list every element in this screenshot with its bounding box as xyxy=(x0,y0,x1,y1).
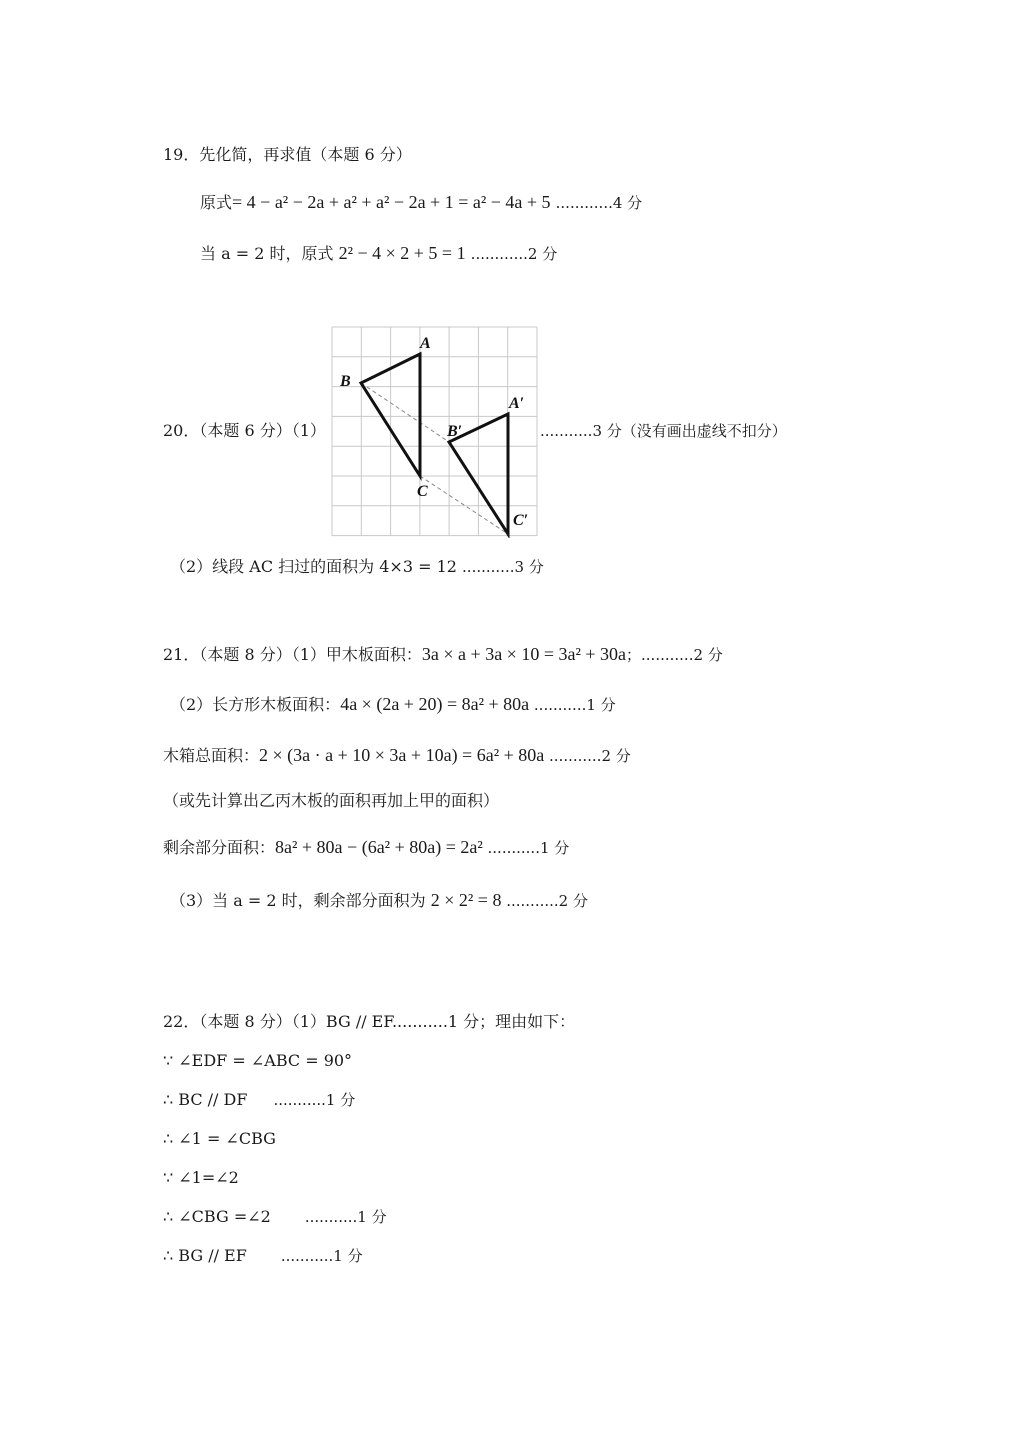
q19-line1 xyxy=(200,192,642,213)
q21-title: 21．（本题 8 分）（1）甲木板面积： xyxy=(163,645,422,664)
q22-line2-points: ...........1 分 xyxy=(273,1091,356,1109)
q21-part2-points: ...........1 分 xyxy=(529,696,616,714)
q21-expr2: 4a × (2a + 20) = 8a² + 80a xyxy=(340,694,530,714)
q22-line3: ∴ ∠1 = ∠CBG xyxy=(163,1129,276,1148)
vertex-label-b: B xyxy=(340,373,351,390)
q19-line2-label: 当 a = 2 时，原式 xyxy=(200,244,339,263)
q22-line2-text: ∴ BC // DF xyxy=(163,1090,248,1109)
vertex-label-b-prime: B′ xyxy=(447,423,463,440)
q20-part1-points: ...........3 分（没有画出虚线不扣分） xyxy=(540,422,787,440)
q22-line6-text: ∴ BG // EF xyxy=(163,1246,247,1265)
q20-part2-points: ...........3 分 xyxy=(462,558,544,576)
q20-part2-text: （2）线段 AC 扫过的面积为 4×3 = 12 xyxy=(170,557,463,576)
q19-line1-label: 原式 xyxy=(200,193,233,212)
q21-total xyxy=(163,745,631,766)
translation-grid-figure xyxy=(331,326,541,538)
q21-part3-points: ...........2 分 xyxy=(501,892,588,910)
q21-note: （或先计算出乙丙木板的面积再加上甲的面积） xyxy=(163,791,500,810)
q21-part1-points: ；...........2 分 xyxy=(626,646,723,664)
q21-expr1: 3a × a + 3a × 10 = 3a² + 30a xyxy=(421,644,627,664)
q19-line2-expr: 2² − 4 × 2 + 5 = 1 xyxy=(338,243,466,263)
q22-line6-points: ...........1 分 xyxy=(280,1247,363,1265)
vertex-label-c: C xyxy=(417,483,428,500)
q19-line1-points: ............4 分 xyxy=(555,194,643,212)
q19-line2 xyxy=(200,243,557,264)
q21-expr5: 2 × 2² = 8 xyxy=(430,890,502,910)
q22-line6 xyxy=(163,1246,363,1266)
q21-part1 xyxy=(163,644,723,665)
q19-title: 19．先化简，再求值（本题 6 分） xyxy=(163,145,412,164)
q21-total-points: ...........2 分 xyxy=(544,747,631,765)
vertex-label-c-prime: C′ xyxy=(513,512,529,529)
grid-lines xyxy=(332,327,537,536)
q21-part2-label: （2）长方形木板面积： xyxy=(170,695,341,714)
q21-rest xyxy=(163,837,569,858)
q21-total-label: 木箱总面积： xyxy=(163,746,260,765)
q20-title: 20．（本题 6 分）（1） xyxy=(163,421,326,440)
translation-dashed-lines xyxy=(361,383,508,534)
q21-rest-label: 剩余部分面积： xyxy=(163,838,276,857)
vertex-label-a-prime: A′ xyxy=(509,395,525,412)
q20-part2 xyxy=(170,557,544,577)
q19-line2-points: ............2 分 xyxy=(470,245,558,263)
q21-part3-label: （3）当 a = 2 时，剩余部分面积为 xyxy=(170,891,431,910)
q19-line1-expr: = 4 − a² − 2a + a² + a² − 2a + 1 = a² − 4a + 5 xyxy=(232,192,551,212)
q22-line2 xyxy=(163,1090,355,1110)
vertex-label-a: A xyxy=(420,335,431,352)
q21-part3 xyxy=(170,890,588,911)
q21-expr3: 2 × (3a · a + 10 × 3a + 10a) = 6a² + 80a xyxy=(259,745,545,765)
q22-line1: ∵ ∠EDF = ∠ABC = 90° xyxy=(163,1051,353,1070)
q21-expr4: 8a² + 80a − (6a² + 80a) = 2a² xyxy=(275,837,483,857)
q22-title: 22．（本题 8 分）（1）BG // EF...........1 分；理由如下： xyxy=(163,1012,576,1031)
q22-line5 xyxy=(163,1207,387,1227)
q22-line4: ∵ ∠1=∠2 xyxy=(163,1168,239,1187)
q22-line5-text: ∴ ∠CBG =∠2 xyxy=(163,1207,271,1226)
q22-line5-points: ...........1 分 xyxy=(304,1208,387,1226)
q21-part2 xyxy=(170,694,616,715)
q21-rest-points: ...........1 分 xyxy=(482,839,570,857)
